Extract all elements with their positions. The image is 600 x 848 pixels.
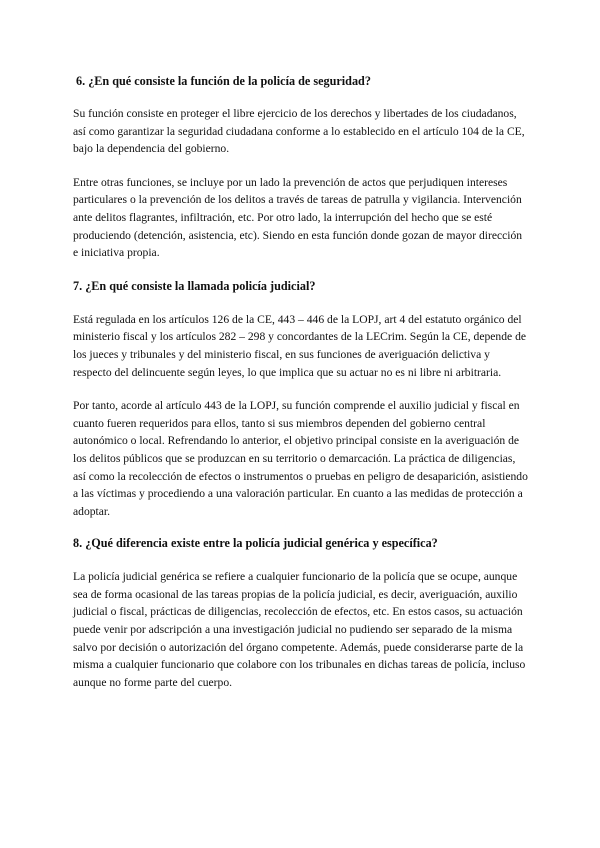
document-body [73, 72, 528, 691]
paragraph: Por tanto, acorde al artículo 443 de la LOPJ, su función comprende el auxilio judicial y fiscal en cuanto fueren requeridos para ellos, tanto si sus miembros dependen del gobierno central autonómico o local. Refrendando lo anterior, el objetivo principal consiste en la averiguación de los delitos públicos que se produzcan en su territorio o demarcación. La práctica de diligencias, así como la recolección de efectos o instrumentos o pruebas en peligro de desaparición, asistiendo a las víctimas y procediendo a una valoración particular. En cuanto a las medidas de protección a adoptar. [73, 399, 528, 518]
section-heading-8: 8. ¿Qué diferencia existe entre la policía judicial genérica y específica? [73, 536, 438, 551]
paragraph: Está regulada en los artículos 126 de la CE, 443 – 446 de la LOPJ, art 4 del estatuto orgánico del ministerio fiscal y los artículos 282 – 298 y concordantes de la LECrim. Según la CE, depende de los jueces y tribunales y del ministerio fiscal, en sus funciones de averiguación delictiva y respecto del delincuente según leyes, lo que implica que su actuar no es ni libre ni arbitraria. [73, 312, 527, 379]
section-heading-6: 6. ¿En qué consiste la función de la policía de seguridad? [76, 74, 371, 88]
section-heading-7: 7. ¿En qué consiste la llamada policía judicial? [73, 278, 316, 293]
paragraph: Entre otras funciones, se incluye por un lado la prevención de actos que perjudiquen intereses particulares o la prevención de los delitos a través de tareas de patrulla y vigilancia. Intervención ante delitos flagrantes, infiltración, etc. Por otro lado, la interrupción del hecho que se esté produciendo (detención, asistencia, etc). Siendo en esta función donde gozan de mayor dirección e iniciativa propia. [73, 175, 523, 260]
paragraph: La policía judicial genérica se refiere a cualquier funcionario de la policía que se ocupe, aunque sea de forma ocasional de las tareas propias de la policía judicial, es decir, averiguación, auxilio judicial o fiscal, prácticas de diligencias, recolección de efectos, etc. En estos casos, su actuación puede venir por adscripción a una investigación judicial no pudiendo ser separado de la misma salvo por decisión o autorización del órgano competente. Además, puede considerarse parte de la misma a cualquier funcionario que colabore con los tribunales en dichas tareas de policía, incluso aunque no forme parte del cuerpo. [73, 570, 526, 689]
paragraph: Su función consiste en proteger el libre ejercicio de los derechos y libertades de los ciudadanos, así como garantizar la seguridad ciudadana conforme a lo establecido en el artículo 104 de la CE, bajo la dependencia del gobierno. [73, 107, 525, 156]
